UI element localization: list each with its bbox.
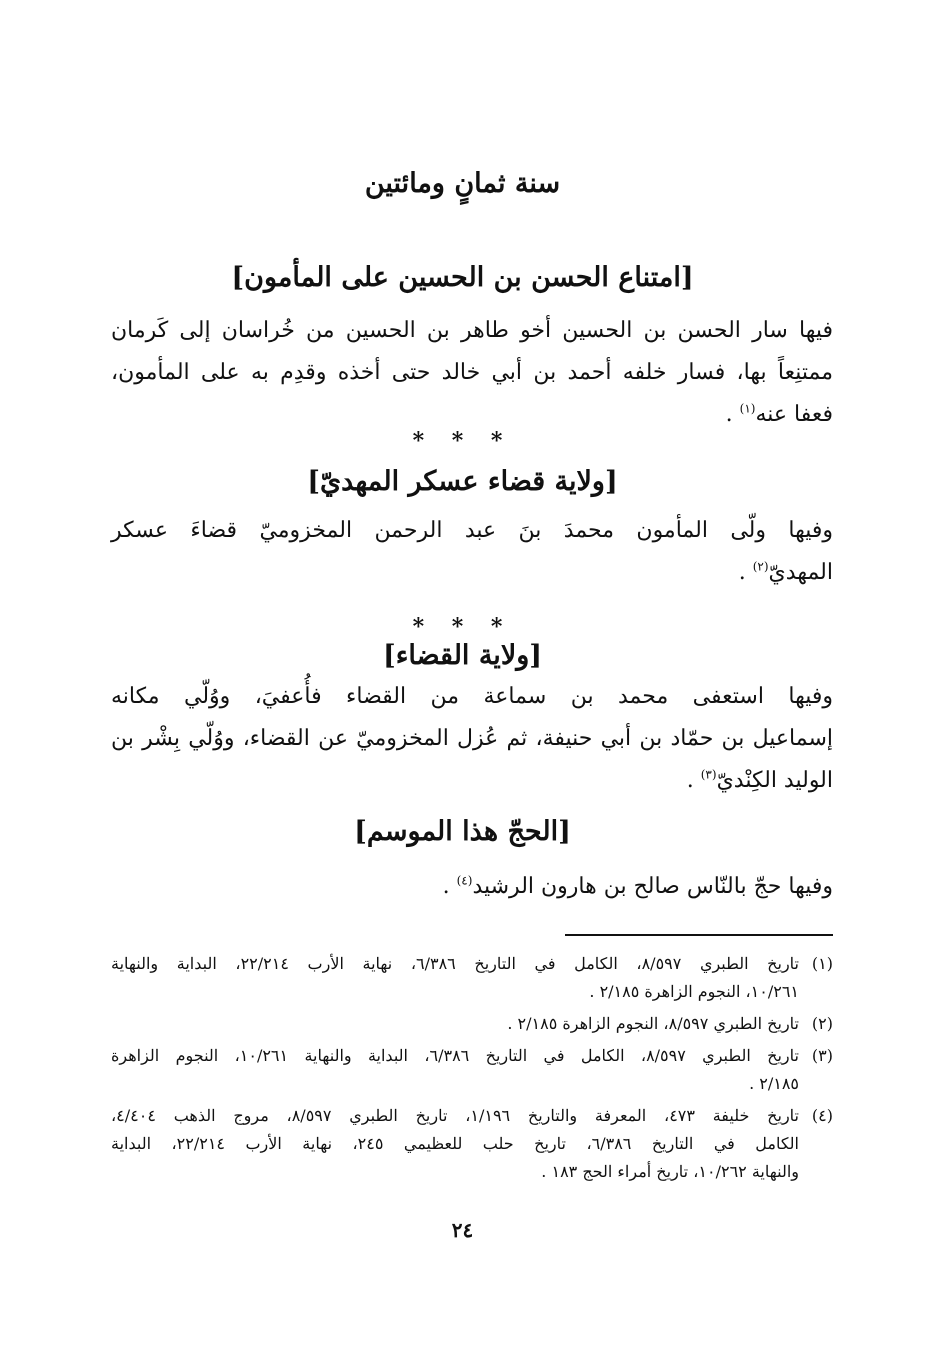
section-heading-judgeship: [ولاية القضاء]	[382, 640, 543, 671]
footnote-text	[111, 1042, 799, 1098]
paragraph-line-last: فعفا عنه$^{(١)}$ .	[725, 401, 833, 427]
section-paragraph-pilgrimage	[111, 866, 833, 908]
section-separator: * * *	[412, 428, 513, 454]
page-number: ٢٤	[451, 1218, 474, 1242]
footnote-text	[111, 1010, 799, 1038]
paragraph-line-last: المهديّ$^{(٢)}$ .	[738, 559, 833, 585]
footnote-number: (١)	[811, 954, 833, 973]
footnote-line: تاريخ الطبري ٨/٥٩٧، النجوم الزاهرة ٢/١٨٥ .	[507, 1014, 799, 1033]
footnote-line: ١٠/٢٦١، النجوم الزاهرة ٢/١٨٥ .	[589, 982, 799, 1001]
footnotes-list	[111, 950, 833, 1190]
section-heading-pilgrimage: [الحجّ هذا الموسم]	[354, 816, 571, 847]
footnote-number: (٢)	[811, 1014, 833, 1033]
footnote-item	[111, 1010, 833, 1038]
section-heading-mahdi-judgeship: [ولاية قضاء عسكر المهديّ]	[307, 466, 618, 497]
footnote-number: (٤)	[811, 1106, 833, 1125]
paragraph-line: ممتنِعاً بها، فسار خلفه أحمد بن أبي خالد حتى أخذه وقدِم به على المأمون،	[111, 360, 833, 385]
footnote-line: تاريخ الطبري ٨/٥٩٧، الكامل في التاريخ ٦/٣٨٦، البداية والنهاية ١٠/٢٦١، النجوم الزاهرة	[111, 1046, 799, 1065]
section-heading-hasan-refusal: [امتناع الحسن بن الحسين على المأمون]	[231, 262, 694, 293]
footnote-text	[111, 950, 799, 1006]
paragraph-line-last: الوليد الكِنْديّ$^{(٣)}$ .	[686, 767, 833, 793]
paragraph-line-text: الوليد الكِنْديّ	[716, 768, 833, 793]
footnote-number: (٣)	[811, 1046, 833, 1065]
paragraph-line-text: وفيها حجّ بالنّاس صالح بن هارون الرشيد	[472, 874, 833, 899]
paragraph-line-text: فعفا عنه	[755, 402, 833, 427]
footnote-line: تاريخ خليفة ٤٧٣، المعرفة والتاريخ ١/١٩٦، تاريخ الطبري ٨/٥٩٧، مروج الذهب ٤/٤٠٤،	[111, 1106, 800, 1125]
section-paragraph-hasan-refusal	[111, 310, 833, 436]
paragraph-line-last: وفيها حجّ بالنّاس صالح بن هارون الرشيد$^{(٤)}$ .	[442, 873, 833, 899]
section-paragraph-mahdi-judgeship	[111, 510, 833, 594]
footnote-ref: (٢)	[752, 559, 769, 574]
footnote-ref: (١)	[739, 401, 756, 416]
footnote-line: والنهاية ١٠/٢٦٢، تاريخ أمراء الحج ١٨٣ .	[541, 1162, 799, 1181]
footnote-ref: (٤)	[456, 873, 473, 888]
footnote-line: تاريخ الطبري ٨/٥٩٧، الكامل في التاريخ ٦/٣٨٦، نهاية الأرب ٢٢/٢١٤، البداية والنهاية	[111, 954, 800, 973]
footnote-line: ٢/١٨٥ .	[749, 1074, 799, 1093]
year-title: سنة ثمانٍ ومائتين	[364, 168, 561, 199]
paragraph-line: فيها سار الحسن بن الحسين أخو طاهر بن الحسين من خُراسان إلى كَرمان	[111, 318, 833, 343]
footnote-item	[111, 1042, 833, 1098]
section-separator: * * *	[412, 614, 513, 640]
paragraph-line: وفيها ولّى المأمون محمدَ بنَ عبد الرحمن المخزوميّ قضاءَ عسكر	[111, 518, 833, 543]
footnote-ref: (٣)	[700, 767, 717, 782]
footnote-item	[111, 950, 833, 1006]
footnote-separator-rule	[565, 934, 833, 936]
footnote-item	[111, 1102, 833, 1186]
paragraph-line: وفيها استعفى محمد بن سماعة من القضاء فأُعفيَ، ووُلّي مكانه	[111, 684, 833, 709]
footnote-line: الكامل في التاريخ ٦/٣٨٦، تاريخ حلب للعظيمي ٢٤٥، نهاية الأرب ٢٢/٢١٤، البداية	[111, 1134, 799, 1153]
paragraph-line: إسماعيل بن حمّاد بن أبي حنيفة، ثم عُزل المخزوميّ عن القضاء، ووُلّي بِشْر بن	[111, 726, 833, 751]
paragraph-line-text: المهديّ	[768, 560, 833, 585]
section-paragraph-judgeship	[111, 676, 833, 802]
footnote-text	[111, 1102, 799, 1186]
